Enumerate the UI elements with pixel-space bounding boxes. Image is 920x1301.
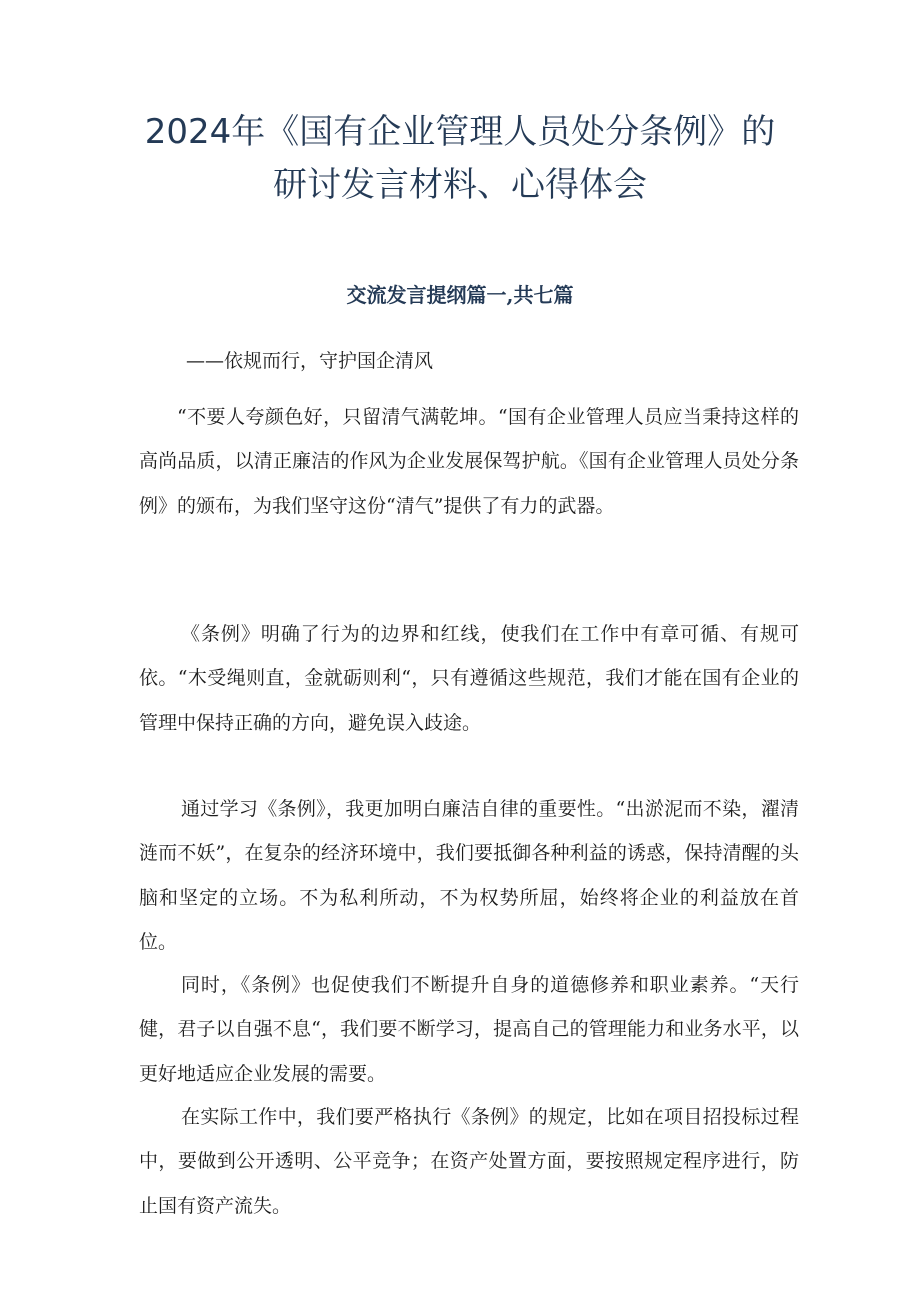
body-paragraph-1: “不要人夸颜色好，只留清气满乾坤。“国有企业管理人员应当秉持这样的高尚品质，以清正廉洁的作风为企业发展保驾护航。《国有企业管理人员处分条例》的颁布，为我们坚守这份“清气”提供了有力的武器。 bbox=[139, 406, 799, 517]
document-title-line-2: 研讨发言材料、心得体会 bbox=[273, 165, 647, 205]
body-paragraph-5: 在实际工作中，我们要严格执行《条例》的规定，比如在项目招投标过程中，要做到公开透明、公平竞争；在资产处置方面，要按照规定程序进行，防止国有资产流失。 bbox=[139, 1106, 799, 1217]
body-paragraph-4: 同时，《条例》也促使我们不断提升自身的道德修养和职业素养。“天行健，君子以自强不息“，我们要不断学习，提高自己的管理能力和业务水平，以更好地适应企业发展的需要。 bbox=[139, 974, 799, 1085]
body-paragraph-2: 《条例》明确了行为的边界和红线，使我们在工作中有章可循、有规可依。“木受绳则直，金就砺则利“，只有遵循这些规范，我们才能在国有企业的管理中保持正确的方向，避免误入歧途。 bbox=[139, 623, 799, 734]
document-title-line-1: 2024年《国有企业管理人员处分条例》的 bbox=[144, 112, 776, 152]
section-tagline: ——依规而行，守护国企清风 bbox=[186, 350, 434, 372]
section-subtitle: 交流发言提纲篇一,共七篇 bbox=[346, 283, 574, 307]
body-paragraph-3: 通过学习《条例》，我更加明白廉洁自律的重要性。“出淤泥而不染，濯清涟而不妖”，在复杂的经济环境中，我们要抵御各种利益的诱惑，保持清醒的头脑和坚定的立场。不为私利所动，不为权势所屈，始终将企业的利益放在首位。 bbox=[139, 798, 799, 953]
